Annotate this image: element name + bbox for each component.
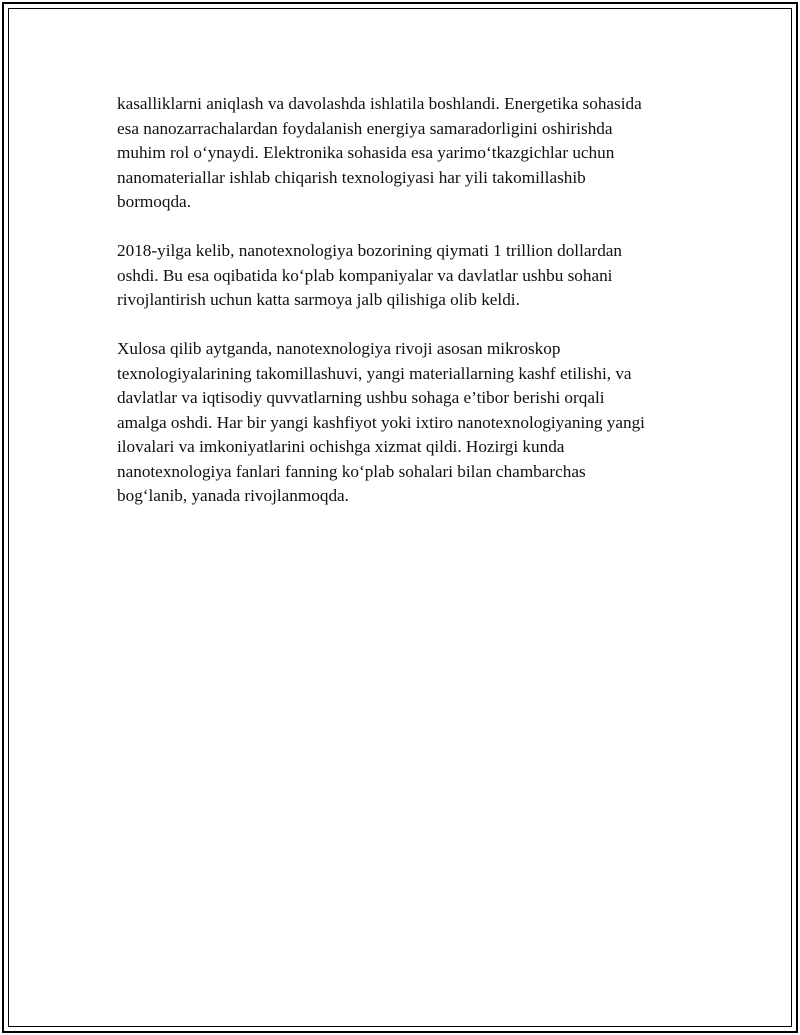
paragraph-conclusion: Xulosa qilib aytganda, nanotexnologiya rivoji asosan mikroskop texnologiyalarining takomillashuvi, yangi materiallarning kashf etilishi, va davlatlar va iqtisodiy quvvatlarning ushbu sohaga e’tibor berishi orqali amalga oshdi. Har bir yangi kashfiyot yoki ixtiro nanotexnologiyaning yangi ilovalari va imkoniyatlarini ochishga xizmat qildi. Hozirgi kunda nanotexnologiya fanlari fanning ko‘plab sohalari bilan chambarchas bog‘lanib, yanada rivojlanmoqda. xyxy=(117,339,645,505)
document-body xyxy=(117,92,697,533)
paragraph-applications: kasalliklarni aniqlash va davolashda ishlatila boshlandi. Energetika sohasida esa nanozarrachalardan foydalanish energiya samaradorligini oshirishda muhim rol o‘ynaydi. Elektronika sohasida esa yarimo‘tkazgichlar uchun nanomateriallar ishlab chiqarish texnologiyasi har yili takomillashib bormoqda. xyxy=(117,94,642,211)
paragraph-market-value: 2018-yilga kelib, nanotexnologiya bozorining qiymati 1 trillion dollardan oshdi. Bu esa oqibatida ko‘plab kompaniyalar va davlatlar ushbu sohani rivojlantirish uchun katta sarmoya jalb qilishiga olib keldi. xyxy=(117,241,623,309)
